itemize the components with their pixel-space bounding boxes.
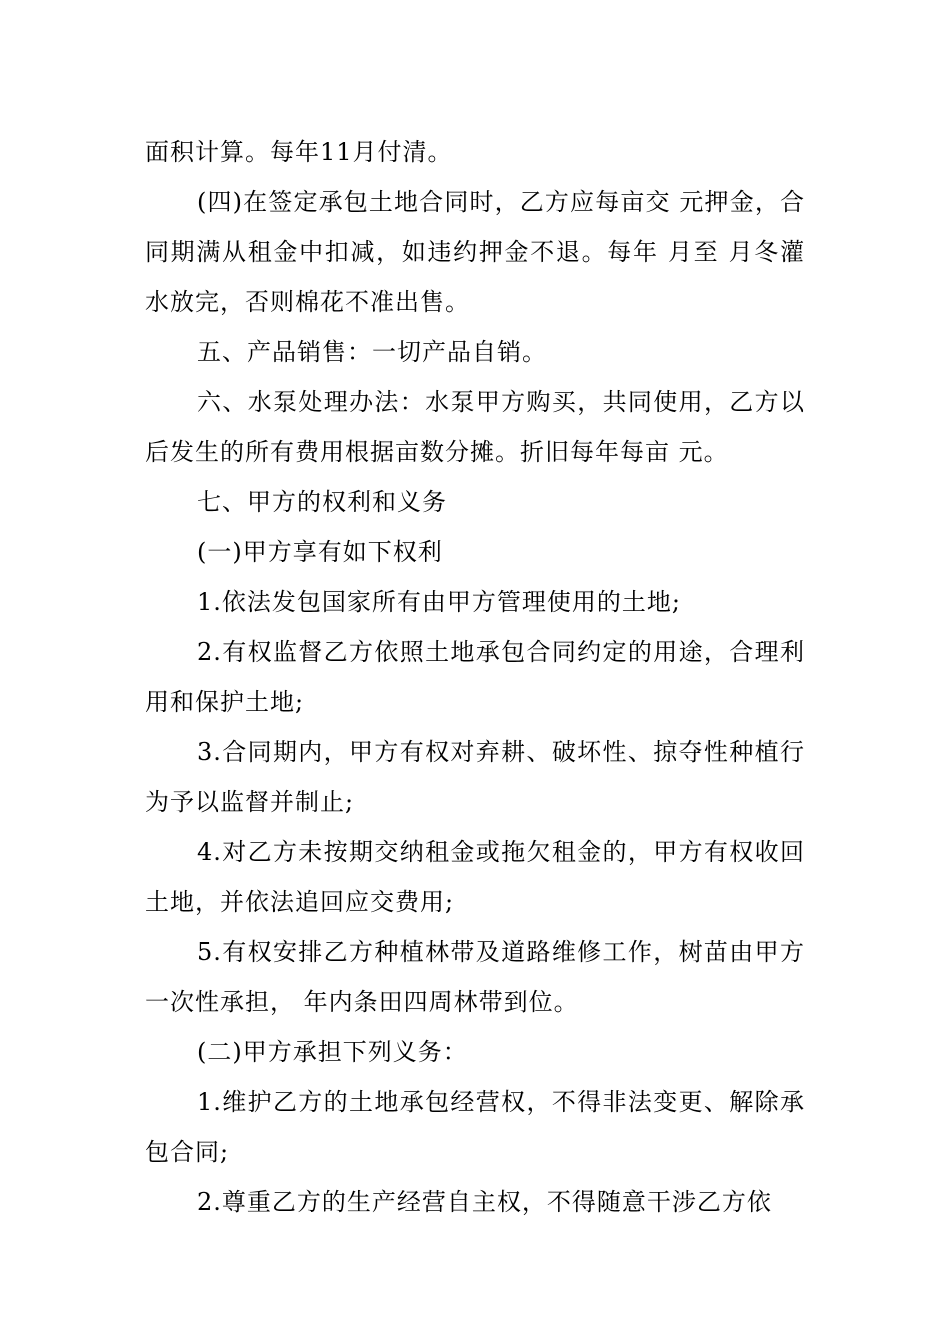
paragraph-right-3: 3.合同期内，甲方有权对弃耕、破坏性、掠夺性种植行为予以监督并制止; bbox=[145, 738, 805, 816]
document-body bbox=[145, 127, 805, 1227]
paragraph-obligation-2: 2.尊重乙方的生产经营自主权，不得随意干涉乙方依 bbox=[197, 1188, 772, 1216]
paragraph-section-seven-heading: 七、甲方的权利和义务 bbox=[197, 488, 447, 516]
paragraph-rights-heading: (一)甲方享有如下权利 bbox=[197, 538, 443, 566]
paragraph-obligations-heading: (二)甲方承担下列义务： bbox=[197, 1038, 468, 1066]
paragraph-obligation-1: 1.维护乙方的土地承包经营权，不得非法变更、解除承包合同; bbox=[145, 1088, 805, 1166]
paragraph-section-six: 六、水泵处理办法：水泵甲方购买，共同使用，乙方以后发生的所有费用根据亩数分摊。折旧每年每亩 元。 bbox=[145, 388, 805, 466]
paragraph-right-4: 4.对乙方未按期交纳租金或拖欠租金的，甲方有权收回土地，并依法追回应交费用; bbox=[145, 838, 805, 916]
paragraph-continuation: 面积计算。每年11月付清。 bbox=[145, 138, 453, 166]
paragraph-section-five: 五、产品销售：一切产品自销。 bbox=[197, 338, 547, 366]
paragraph-right-5: 5.有权安排乙方种植林带及道路维修工作，树苗由甲方一次性承担， 年内条田四周林带到位。 bbox=[145, 938, 805, 1016]
paragraph-right-1: 1.依法发包国家所有由甲方管理使用的土地; bbox=[197, 588, 681, 616]
paragraph-deposit-clause: (四)在签定承包土地合同时，乙方应每亩交 元押金，合同期满从租金中扣减，如违约押金不退。每年 月至 月冬灌水放完，否则棉花不准出售。 bbox=[145, 188, 805, 316]
paragraph-right-2: 2.有权监督乙方依照土地承包合同约定的用途，合理利用和保护土地; bbox=[145, 638, 805, 716]
